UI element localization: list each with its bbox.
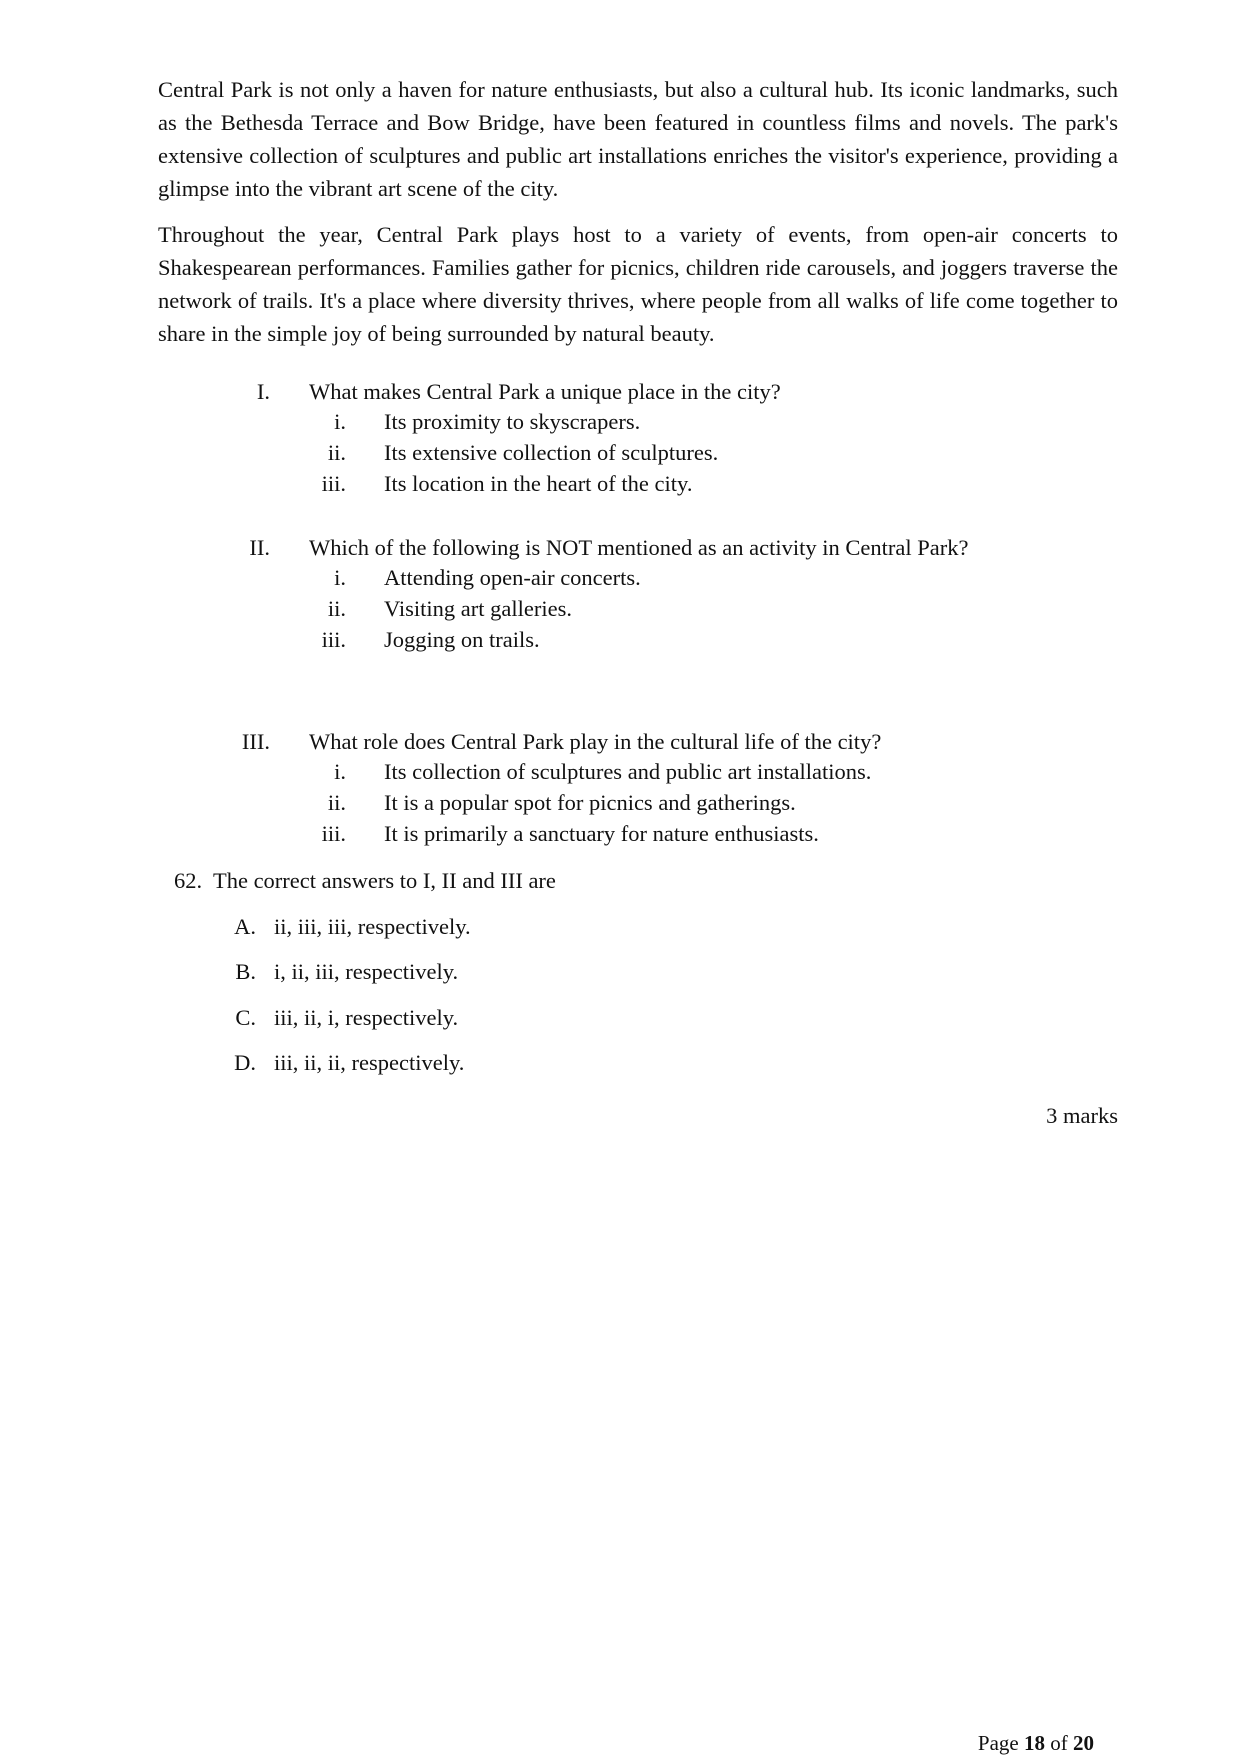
option-row [0, 468, 1241, 499]
answer-text: i, ii, iii, respectively. [274, 959, 459, 984]
option-text: Jogging on trails. [384, 627, 540, 652]
page-footer [978, 1731, 1094, 1756]
answer-text: ii, iii, iii, respectively. [274, 914, 471, 939]
option-text: Visiting art galleries. [384, 596, 572, 621]
mcq-stem: The correct answers to I, II and III are [212, 868, 556, 893]
option-text: Its collection of sculptures and public art installations. [384, 759, 872, 784]
option-row [0, 593, 1241, 624]
answer-letter: B. [235, 959, 256, 984]
page-word: Page [977, 1731, 1019, 1755]
question-number: I. [256, 379, 270, 404]
option-text: Its extensive collection of sculptures. [384, 440, 719, 465]
current-page-number: 18 [1024, 1731, 1045, 1755]
option-number: i. [334, 565, 346, 590]
mcq-number: 62. [174, 868, 203, 893]
option-row [0, 787, 1241, 818]
passage-paragraph-1: Central Park is not only a haven for nature enthusiasts, but also a cultural hub. Its iconic landmarks, such as the Bethesda Terrace and Bow Bridge, have been featured in countless films and novels. The park's extensive collection of sculptures and public art installations enriches the visitor's experience, providing a glimpse into the vibrant art scene of the city. [158, 77, 1118, 201]
option-text: Attending open-air concerts. [384, 565, 641, 590]
answer-option-b [0, 956, 1241, 987]
answer-text: iii, ii, ii, respectively. [274, 1050, 465, 1075]
option-number: ii. [327, 440, 346, 465]
answer-letter: C. [235, 1005, 256, 1030]
answer-text: iii, ii, i, respectively. [274, 1005, 459, 1030]
passage-paragraph-2: Throughout the year, Central Park plays host to a variety of events, from open-air concerts to Shakespearean performances. Families gather for picnics, children ride carousels, and joggers traverse the network of trails. It's a place where diversity thrives, where people from all walks of life come together to share in the simple joy of being surrounded by natural beauty. [158, 222, 1118, 346]
option-text: Its location in the heart of the city. [384, 471, 693, 496]
option-text: Its proximity to skyscrapers. [384, 409, 641, 434]
option-row [0, 818, 1241, 849]
option-number: iii. [321, 627, 346, 652]
question-text: What makes Central Park a unique place in the city? [309, 379, 781, 404]
total-page-count: 20 [1073, 1731, 1094, 1755]
of-word: of [1050, 1731, 1068, 1755]
answer-letter: D. [234, 1050, 256, 1075]
option-row [0, 756, 1241, 787]
option-number: i. [334, 759, 346, 784]
question-number: II. [249, 535, 270, 560]
answer-option-c [0, 1002, 1241, 1033]
option-number: i. [334, 409, 346, 434]
option-number: iii. [321, 471, 346, 496]
option-row [0, 437, 1241, 468]
option-row [0, 406, 1241, 437]
option-row [0, 562, 1241, 593]
question-text: Which of the following is NOT mentioned as an activity in Central Park? [309, 535, 969, 560]
option-text: It is primarily a sanctuary for nature enthusiasts. [384, 821, 819, 846]
option-number: ii. [327, 596, 346, 621]
question-number: III. [241, 729, 270, 754]
answer-option-a [0, 911, 1241, 942]
option-number: ii. [327, 790, 346, 815]
mcq-stem-line [174, 865, 556, 896]
answer-letter: A. [234, 914, 256, 939]
question-text: What role does Central Park play in the cultural life of the city? [309, 729, 882, 754]
option-row [0, 624, 1241, 655]
marks-label: 3 marks [1046, 1103, 1118, 1128]
option-number: iii. [321, 821, 346, 846]
answer-option-d [0, 1047, 1241, 1078]
option-text: It is a popular spot for picnics and gatherings. [384, 790, 796, 815]
